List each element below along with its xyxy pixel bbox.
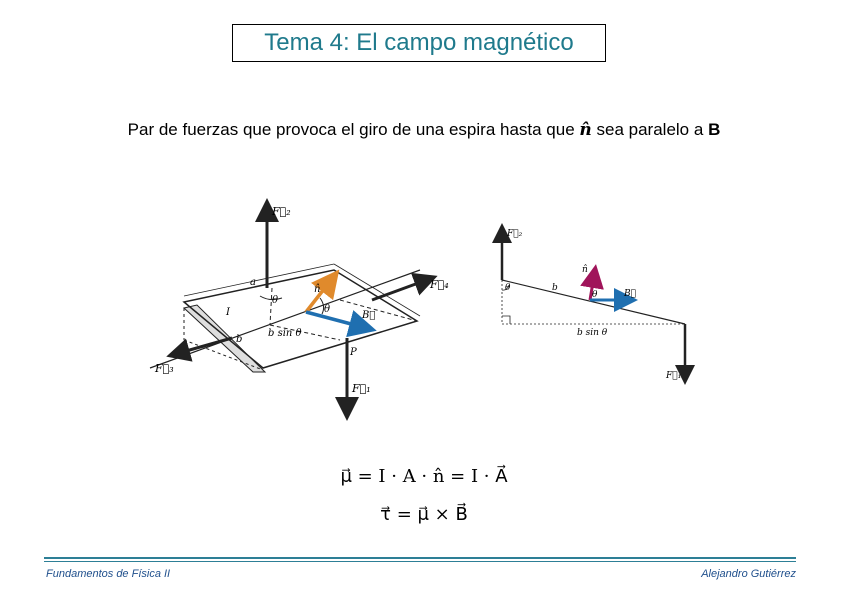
label-a-left: a [250, 277, 256, 288]
B-arrow [306, 312, 370, 329]
label-theta-left-1: θ [272, 295, 279, 306]
label-F3-left: F⃗₃ [155, 362, 174, 375]
subtitle-bold-b: B [708, 120, 721, 139]
label-F1-left: F⃗₁ [352, 382, 371, 395]
label-B-right: B⃗ [624, 289, 637, 299]
subtitle-text: Par de fuerzas que provoca el giro de una espira hasta que [127, 120, 575, 139]
label-bsin-left: b sin θ [268, 328, 302, 339]
page-title-text: Tema 4: El campo magnético [264, 29, 574, 56]
label-n-left: n̂ [314, 284, 321, 295]
label-bsin-right: b sin θ [577, 328, 608, 338]
label-n-right: n̂ [582, 265, 588, 275]
right-figure [502, 228, 685, 381]
label-theta-right-2: θ [592, 290, 598, 300]
equation-torque [0, 504, 848, 525]
label-F1-right: F⃗₁ [666, 371, 682, 381]
loop-edge-shade [184, 305, 265, 372]
label-theta-left-2: θ [324, 304, 331, 315]
footer-divider-bottom [44, 561, 796, 562]
footer-author: Alejandro Gutiérrez [701, 568, 796, 580]
rotation-axis [150, 270, 420, 368]
F3-arrow [172, 338, 232, 355]
equation-1-text: μ⃗ = I · A · n̂ = I · A⃗ [340, 466, 508, 487]
footer-course: Fundamentos de Física II [46, 568, 171, 580]
F4-arrow [372, 278, 432, 300]
label-b-right: b [552, 283, 558, 293]
footer-divider-top [44, 557, 796, 559]
label-F4-left: F⃗₄ [430, 278, 449, 291]
label-P-left: P [350, 347, 357, 358]
label-F2-right: F⃗₂ [507, 229, 523, 239]
label-F2-left: F⃗₂ [272, 205, 291, 218]
label-B-left: B⃗ [362, 310, 376, 321]
label-theta-right-1: θ [505, 283, 511, 293]
label-I-left: I [226, 307, 230, 318]
label-b-left: b [236, 334, 243, 345]
equation-2-text: τ⃗ = μ⃗ × B⃗ [380, 504, 468, 525]
equation-magnetic-moment [0, 466, 848, 487]
left-figure [150, 204, 449, 415]
subtitle-middle: sea paralelo a [596, 120, 704, 139]
subtitle-n-hat: n̂ [579, 120, 592, 140]
